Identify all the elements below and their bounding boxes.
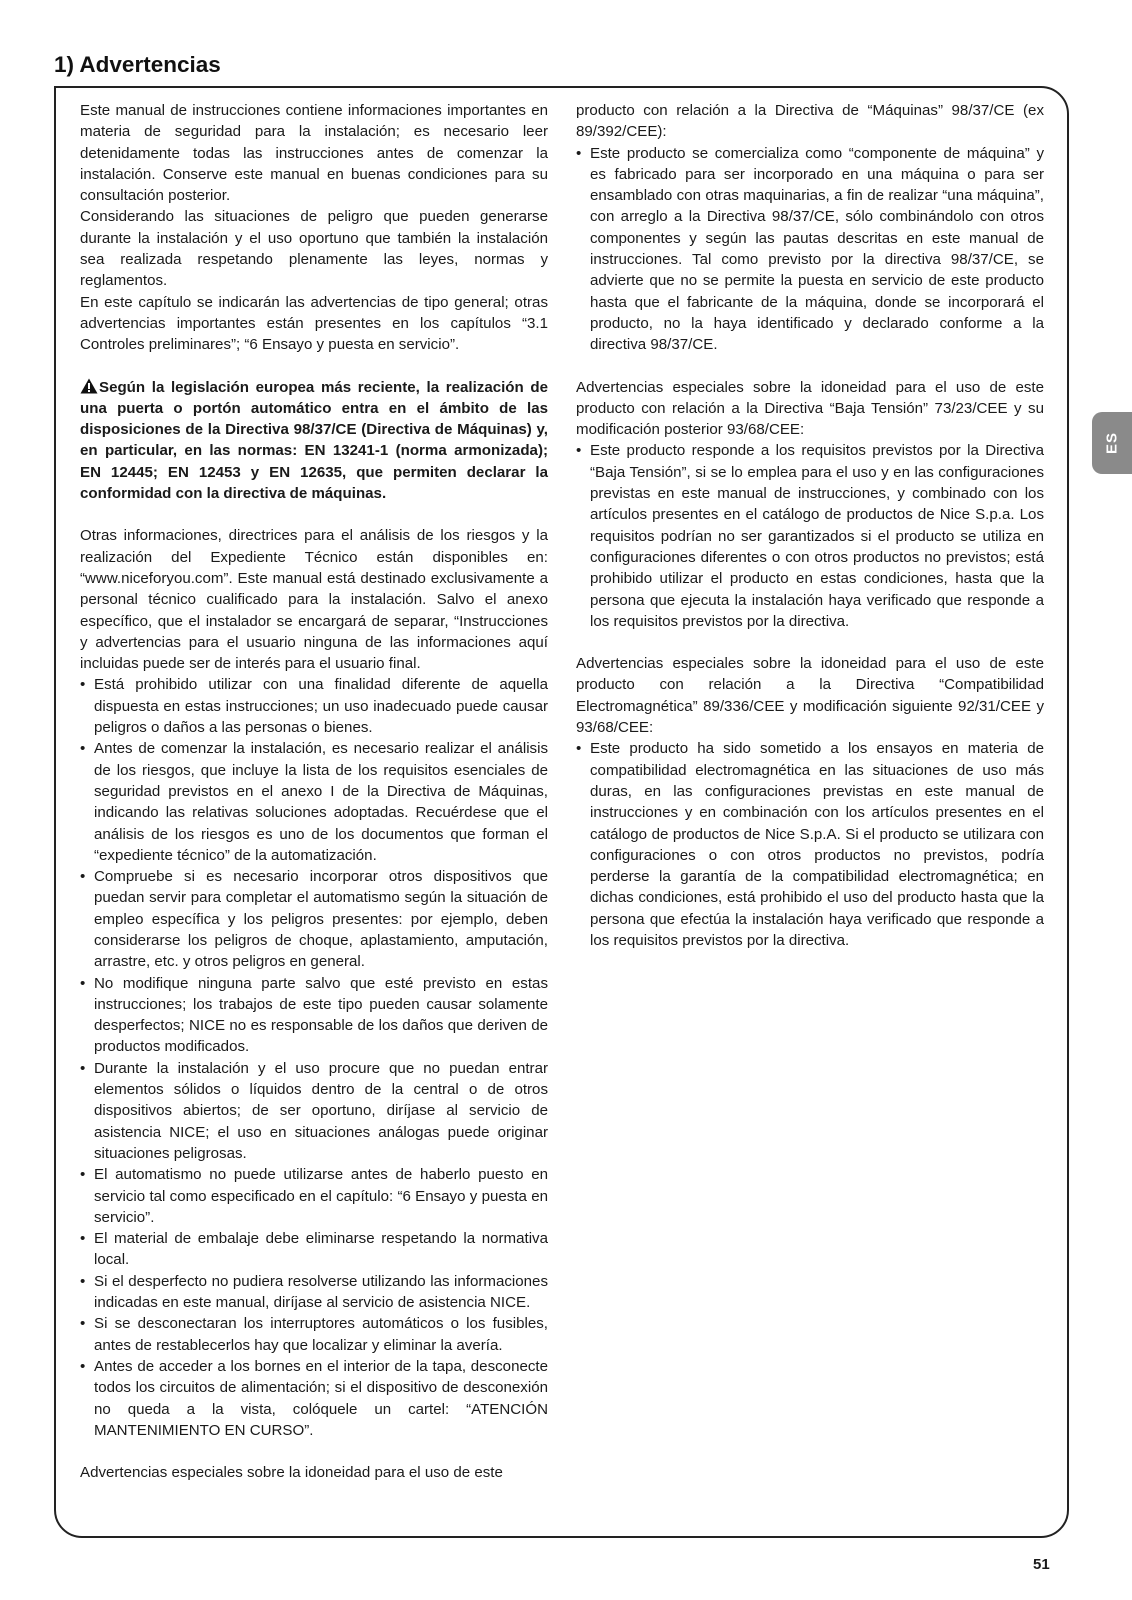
list-item: • Si se desconectaran los interruptores automáticos o los fusibles, antes de restablecerlos hay que localizar y eliminar la avería. <box>80 1313 548 1356</box>
language-tab-label: ES <box>1103 431 1121 455</box>
list-item: • Durante la instalación y el uso procure que no puedan entrar elementos sólidos o líquidos dentro de la central o de otros dispositivos abiertos; de ser oportuno, diríjase al servicio de asistencia NICE; el uso en situaciones análogas puede originar situaciones peligrosas. <box>80 1058 548 1164</box>
legislation-warning-text: Según la legislación europea más reciente, la realización de una puerta o portón automático entra en el ámbito de las disposiciones de la Directiva 98/37/CE (Directiva de Máquinas) y, en particular, en las normas: EN 13241-1 (norma armonizada); EN 12445; EN 12453 y EN 12635, que permiten declarar la conformidad con la directiva de máquinas. <box>80 378 548 503</box>
info-paragraph: Otras informaciones, directrices para el análisis de los riesgos y la realización del Expediente Técnico están disponibles en: “www.niceforyou.com”. Este manual está destinado exclusivamente a personal técnico cualificado para la instalación. Salvo el anexo específico, que el instalador se encargará de separar, “Instrucciones y advertencias para el usuario ninguna de las informaciones aquí incluidas puede ser de interés para el usuario final. <box>80 527 548 673</box>
low-voltage-list <box>576 440 1044 632</box>
right-column <box>576 100 1044 951</box>
list-item: • Antes de comenzar la instalación, es necesario realizar el análisis de los riesgos, que incluye la lista de los requisitos esenciales de seguridad previstos en el anexo I de la Directiva de Máquinas, indicando las relativas soluciones adoptadas. Recuérdese que el análisis de los riesgos es uno de los documentos que forman el “expediente técnico” de la automatización. <box>80 738 548 866</box>
list-item: • Está prohibido utilizar con una finalidad diferente de aquella dispuesta en estas instrucciones; un uso inadecuado puede causar peligros o daños a las personas o bienes. <box>80 674 548 738</box>
intro-paragraph-3: En este capítulo se indicarán las advertencias de tipo general; otras advertencias importantes están presentes en los capítulos “3.1 Controles preliminares”; “6 Ensayo y puesta en servicio”. <box>80 293 548 354</box>
list-item: • Este producto se comercializa como “componente de máquina” y es fabricado para ser incorporado en una máquina o para ser ensamblado con otras maquinarias, a fin de realizar “una máquina”, con arreglo a la Directiva 98/37/CE, sólo combinándolo con otros componentes y según las pautas descritas en este manual de instrucciones. Tal como previsto por la directiva 98/37/CE, se advierte que no se permite la puesta en servicio de este producto hasta que el fabricante de la máquina, donde se incorporará el producto, no la haya identificado y declarado conforme a la directiva 98/37/CE. <box>576 143 1044 356</box>
list-item: • Compruebe si es necesario incorporar otros dispositivos que puedan servir para completar el automatismo según la situación de empleo específica y los peligros presentes: por ejemplo, deben considerarse los peligros de choque, aplastamiento, amputación, arrastre, etc. y otros peligros en general. <box>80 866 548 972</box>
warning-triangle-icon <box>80 378 98 394</box>
list-item: • El automatismo no puede utilizarse antes de haberlo puesto en servicio tal como especificado en el capítulo: “6 Ensayo y puesta en servicio”. <box>80 1164 548 1228</box>
low-voltage-paragraph: Advertencias especiales sobre la idoneidad para el uso de este producto con relación a la Directiva “Baja Tensión” 73/23/CEE y su modificación posterior 93/68/CEE: <box>576 378 1044 439</box>
machines-list <box>576 143 1044 356</box>
emc-paragraph: Advertencias especiales sobre la idoneidad para el uso de este producto con relación a la Directiva “Compatibilidad Electromagnética” 89/336/CEE y modificación siguiente 92/31/CEE y 93/68/CEE: <box>576 655 1044 737</box>
intro-paragraph-2: Considerando las situaciones de peligro que pueden generarse durante la instalación y el uso oportuno que también la instalación sea realizada respetando plenamente las leyes, normas y reglamentos. <box>80 208 548 290</box>
section-title: 1) Advertencias <box>54 52 221 77</box>
closing-paragraph: Advertencias especiales sobre la idoneidad para el uso de este <box>80 1464 503 1482</box>
list-item: • No modifique ninguna parte salvo que esté previsto en estas instrucciones; los trabajos de este tipo pueden causar solamente desperfectos; NICE no es responsable de los daños que deriven de productos modificados. <box>80 973 548 1058</box>
general-warnings-list <box>80 674 548 1441</box>
page-number: 51 <box>1033 1556 1050 1573</box>
list-item: • Antes de acceder a los bornes en el interior de la tapa, desconecte todos los circuitos de alimentación; si el dispositivo de desconexión no queda a la vista, colóquele un cartel: “ATENCIÓN MANTENIMIENTO EN CURSO”. <box>80 1356 548 1441</box>
list-item: • Si el desperfecto no pudiera resolverse utilizando las informaciones indicadas en este manual, diríjase al servicio de asistencia NICE. <box>80 1271 548 1314</box>
intro-paragraph-1: Este manual de instrucciones contiene informaciones importantes en materia de seguridad para la instalación; es necesario leer detenidamente todas las instrucciones antes de comenzar la instalación. Conserve este manual en buenas condiciones para su consultación posterior. <box>80 102 548 205</box>
continuation-paragraph: producto con relación a la Directiva de “Máquinas” 98/37/CE (ex 89/392/CEE): <box>576 102 1044 141</box>
left-column <box>80 100 548 1483</box>
emc-list <box>576 738 1044 951</box>
list-item: • Este producto responde a los requisitos previstos por la Directiva “Baja Tensión”, si se lo emplea para el uso y en las configuraciones previstas en este manual de instrucciones, y combinado con los artículos presentes en el catálogo de productos de Nice S.p.a. Los requisitos podrían no ser garantizados si el producto se utiliza en configuraciones diferentes o con otros productos no previstos; está prohibido utilizar el producto en estas condiciones, hasta que la persona que ejecuta la instalación haya verificado que responde a los requisitos previstos por la directiva. <box>576 440 1044 632</box>
list-item: • Este producto ha sido sometido a los ensayos en materia de compatibilidad electromagnética en las situaciones de uso más duras, en las configuraciones previstas en este manual de instrucciones y en combinación con los artículos presentes en el catálogo de productos de Nice S.p.A. Si el producto se utilizara con configuraciones o con otros productos no previstos, podría perderse la garantía de la compatibilidad electromagnética; en dichas condiciones, está prohibido el uso del producto hasta que la persona que efectúa la instalación haya verificado que responde a los requisitos previstos por la directiva. <box>576 738 1044 951</box>
list-item: • El material de embalaje debe eliminarse respetando la normativa local. <box>80 1228 548 1271</box>
language-tab <box>1092 412 1132 474</box>
legislation-warning <box>80 377 548 505</box>
